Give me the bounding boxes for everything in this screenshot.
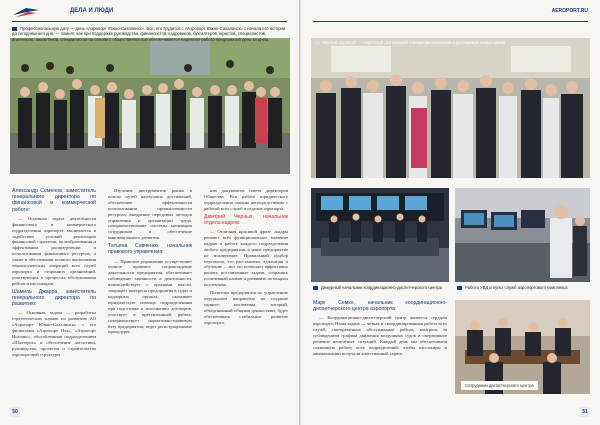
caption-marker [313,286,318,290]
caption-text: Работа УВД и пульт служб аэропортового комплекса [465,285,568,290]
speaker-name: Марк Семко, начальник координационно-диспетчерского центра аэропорта: [313,300,447,313]
text-column-1 [12,188,96,360]
speaker-name: Шамиль Джарра, заместитель генерального директора по развитию: [12,288,96,308]
paragraph: — Основная задача — разработка стратегических планов по развитию АО «Аэропорт Южно-Сахалинск» с его филиалами «Аэропорт Оха», «Аэропорт Ногликс», обособленным подразделением «Шахтерск» и обеспечение логистики, руководство, проектом и строительства аэропортовой структуры. [12,310,96,357]
paragraph: — Правовое управление осуществляет полное правовое сопровождение деятельности предприятия, обеспечивает соблюдение законности в деятельности, взаимодействует с органами власти, защищает интересы предприятия в судах и надзорных органах, оказывает юридическую помощь подразделениям при подготовке и исполнении договоров, участвует в претензионной работе, совершенствует нормативно-правовую базу предприятия, ведет регистрационные процедуры. [108,258,193,335]
caption-text: Южный аэропорт — надёжный деятельный отношения коллектив и достижения новых целей [323,40,505,45]
top-photo-caption [315,40,575,45]
control-room-photo [311,188,449,282]
caption-marker [315,41,320,45]
paragraph: — Основная задача деятельности финансового и коммерческого подразделения аэропорта заключается в задействии условий реализации финансовой стратегии, целеобразования и эффективном распределении и использовании финансовых ресурсов, а также в обеспечении полного выполнения технологических операций всех служб аэропорта и сторонних организаций, участвующих в процессах обслуживания рейсов и пассажиров. [12,215,96,286]
meeting-photo [455,300,590,394]
caption-text: Дежурный начальник координационно-диспетчерского центра [321,285,442,290]
header-divider [12,21,287,22]
paragraph: них документов совета директоров Общества. Вся работа юридического подразделения связана непосредственно с работой всех служб и отделов аэропорта. [204,188,288,211]
left-page [0,0,299,425]
dispatcher-photo [455,188,590,282]
caption-text: Профессиональную дату — день «Аэропорт Южно-Сахалинск». Все, кто трудится с «Аэропорт Южно-Сахалинск» с начала его истории до сегодняшнего дня, — помнят, как при поддержке руководства, финансистов, кадровиков, бухгалтеров, юристов, специалистов, инженеров, аналитиков, специалистов по связям с общественностью обеспечивается надежная работа предприятия день за днем. [12,26,286,42]
meeting-caption [461,381,538,390]
paragraph: Политика предприятия по управлению персоналом направлена на создание единого коллектива, который, объединенный общими ценностями, будет обеспечивать стабильное развитие аэропорта. [204,290,288,325]
speaker-name: Татьяна Савченко, начальник правового управления: [108,243,192,256]
dispatcher-caption [457,285,590,290]
page-header [12,6,287,20]
speaker-name: Александр Семенов, заместитель генерального директора по финансовой и коммерческой работе: [12,188,96,213]
caption-marker [457,286,462,290]
speaker-name: Дмитрий Черных, начальник отдела кадров: [204,213,288,226]
text-column-right [313,300,447,359]
text-column-2 [108,188,192,337]
group-photo [10,38,290,174]
paragraph: — Координационно-диспетчерский центр является сердцем аэропорта. Наша задача — четкая и скоординированная работа всех служб, своевременное обслуживание рейсов, контроль за соблюдением графика движения воздушных судов и оперативное решение нештатных ситуаций. Каждый день мы обеспечиваем слаженную работу всех подразделений, чтобы пассажиры и авиакомпании получали качественный сервис. [313,315,447,356]
paragraph: — Отличная красивой фразе «кадры решают всё» функциональное значение кадров в работе каждого подразделения любого предприятия, и наше предприятие не исключение. Правильный подбор персонала, его расстановка, адаптация и обучение — все это позволяет эффективно решать поставленные задачи, сохранять позитивный климат и развивать потенциал коллектива. [204,229,288,288]
caption-text: Сотрудники диспетчерского центра [465,383,534,388]
paragraph: Изучение инструментов рынка в поиске путей наилучших достижений, обеспечение эффективности использования промышленности ресурсов, внедрение передовых методов управления и организации труда, совершенствование системы мотивации сотрудников и обеспечение инновационного развития. [108,188,192,241]
control-room-caption [313,285,449,290]
team-photo [311,38,590,178]
page-number: 50 [10,407,20,417]
header-divider [313,21,588,22]
right-page [301,0,600,425]
caption-marker [12,27,17,31]
section-title: ДЕЛА И ЛЮДИ [70,8,114,14]
site-url: AEROPORT.RU [551,8,588,14]
top-caption [12,26,288,42]
page-header [313,6,588,20]
airport-logo-icon [12,6,40,19]
page-number: 51 [580,407,590,417]
text-column-3 [204,188,288,328]
